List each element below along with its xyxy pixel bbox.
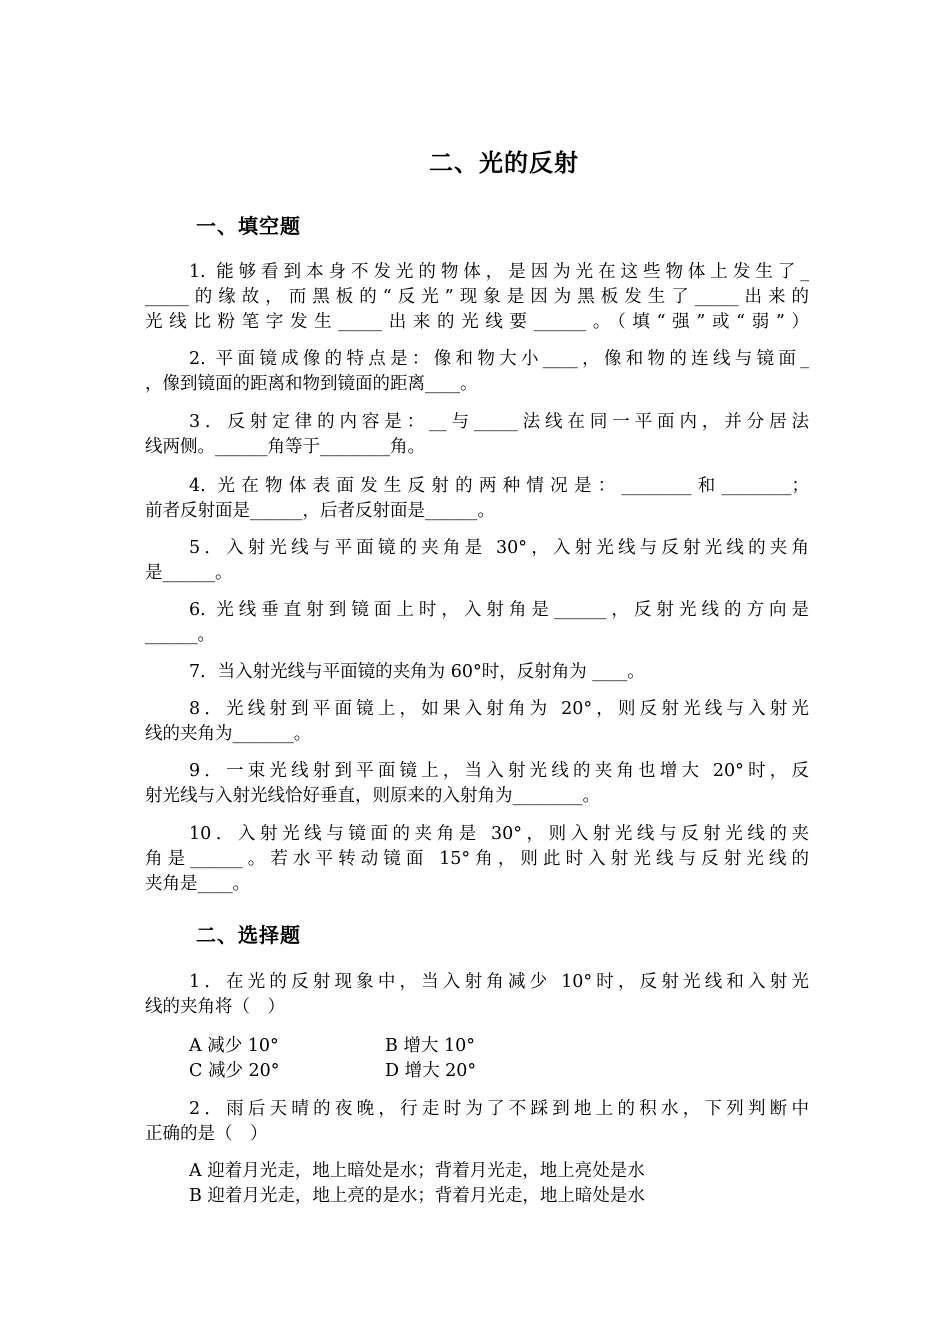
question-line: 角是______。若水平转动镜面 15°角，则此时入射光线与反射光线的 bbox=[145, 849, 809, 869]
choice-question-1 bbox=[145, 970, 809, 1020]
choice-option-a: A 减少 10° bbox=[189, 1036, 279, 1056]
question-line: 10．入射光线与镜面的夹角是 30°，则入射光线与反射光线的夹 bbox=[189, 824, 809, 844]
question-line: 线两侧。______角等于________角。 bbox=[145, 437, 425, 457]
question-line: 夹角是____。 bbox=[145, 874, 250, 894]
section-heading-choice: 二、选择题 bbox=[196, 923, 301, 947]
question-line: 正确的是（ ） bbox=[145, 1124, 268, 1144]
fill-question-6 bbox=[145, 598, 809, 648]
fill-question-7 bbox=[145, 660, 809, 685]
question-line: 2. 平面镜成像的特点是：像和物大小____，像和物的连线与镜面_ bbox=[189, 349, 809, 369]
question-line: 光线比粉笔字发生_____出来的光线要______。（填“强”或“弱”） bbox=[145, 312, 809, 332]
question-line: 射光线与入射光线恰好垂直，则原来的入射角为________。 bbox=[145, 786, 600, 806]
section-heading-fill: 一、填空题 bbox=[196, 214, 301, 238]
question-line: 7．当入射光线与平面镜的夹角为 60°时，反射角为 ____。 bbox=[189, 662, 645, 682]
question-line: _____的缘故，而黑板的“反光”现象是因为黑板发生了_____出来的 bbox=[145, 287, 809, 307]
choice-option-d: D 增大 20° bbox=[385, 1061, 477, 1081]
question-line: ______。 bbox=[145, 625, 215, 645]
question-line: 线的夹角将（ ） bbox=[145, 997, 285, 1017]
question-line: 1．在光的反射现象中，当入射角减少 10°时，反射光线和入射光 bbox=[189, 972, 809, 992]
page-title: 二、光的反射 bbox=[429, 149, 579, 177]
question-line: 2．雨后天晴的夜晚，行走时为了不踩到地上的积水，下列判断中 bbox=[189, 1099, 809, 1119]
question-line: 是______。 bbox=[145, 563, 233, 583]
fill-question-4 bbox=[145, 474, 809, 524]
question-line: ，像到镜面的距离和物到镜面的距离____。 bbox=[145, 374, 478, 394]
question-line: 9．一束光线射到平面镜上，当入射光线的夹角也增大 20°时，反 bbox=[189, 761, 809, 781]
choice-question-2 bbox=[145, 1097, 809, 1147]
question-line: 4. 光在物体表面发生反射的两种情况是：________和________； bbox=[189, 476, 809, 496]
question-line: 3．反射定律的内容是：__与_____法线在同一平面内，并分居法 bbox=[189, 412, 809, 432]
question-line: 6. 光线垂直射到镜面上时，入射角是______，反射光线的方向是 bbox=[189, 600, 809, 620]
fill-question-1 bbox=[145, 260, 809, 335]
choice-option-b: B 增大 10° bbox=[385, 1036, 476, 1056]
fill-question-9 bbox=[145, 759, 809, 809]
choice-option-c: C 减少 20° bbox=[189, 1061, 280, 1081]
fill-question-5 bbox=[145, 536, 809, 586]
question-line: 线的夹角为_______。 bbox=[145, 724, 312, 744]
fill-question-8 bbox=[145, 697, 809, 747]
fill-question-10 bbox=[145, 822, 809, 897]
question-line: 前者反射面是______，后者反射面是______。 bbox=[145, 501, 495, 521]
fill-question-3 bbox=[145, 410, 809, 460]
choice-option-b: B 迎着月光走，地上亮的是水；背着月光走，地上暗处是水 bbox=[189, 1186, 645, 1206]
question-line: 8．光线射到平面镜上，如果入射角为 20°，则反射光线与入射光 bbox=[189, 699, 809, 719]
question-line: 1. 能够看到本身不发光的物体，是因为光在这些物体上发生了_ bbox=[189, 262, 809, 282]
fill-question-2 bbox=[145, 347, 809, 397]
choice-option-a: A 迎着月光走，地上暗处是水；背着月光走，地上亮处是水 bbox=[189, 1161, 645, 1181]
question-line: 5．入射光线与平面镜的夹角是 30°，入射光线与反射光线的夹角 bbox=[189, 538, 809, 558]
